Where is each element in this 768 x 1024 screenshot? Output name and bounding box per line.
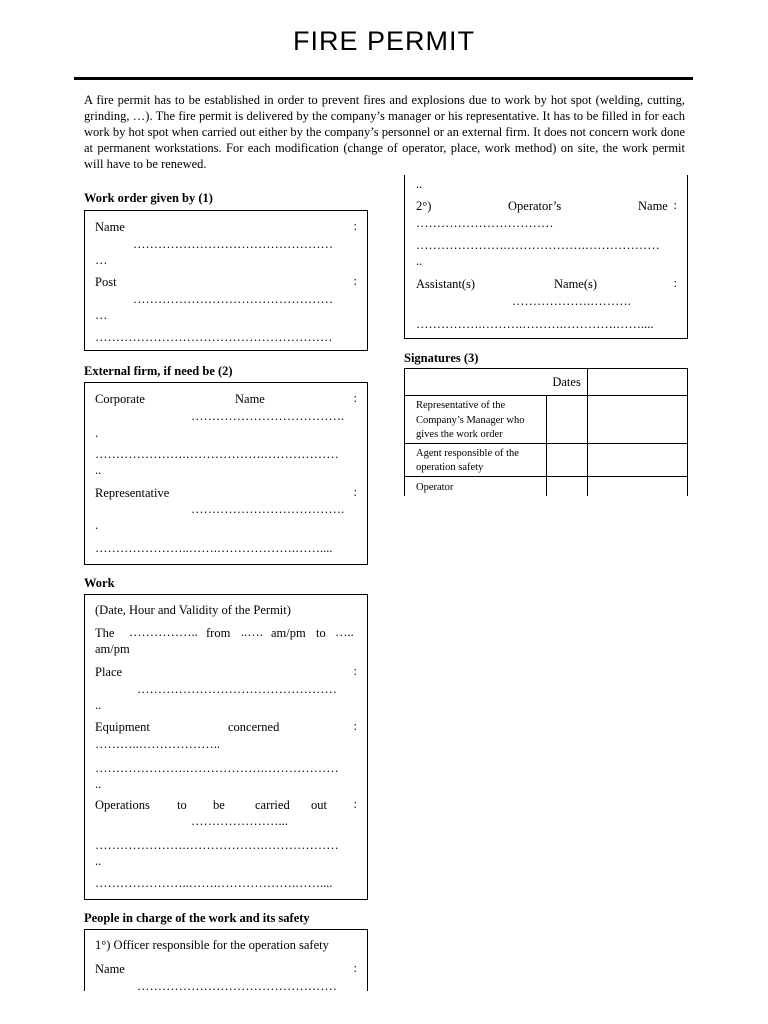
operator-label: Operator’s <box>508 199 562 213</box>
concerned-label: concerned <box>228 720 280 734</box>
place-label: Place <box>95 665 123 679</box>
representative-field[interactable]: ………………………………. <box>191 502 345 516</box>
officer-label: 1°) Officer responsible for the operation safety <box>95 938 329 952</box>
assistant-field-cont[interactable]: …………….……….……….………….…….... <box>416 317 654 331</box>
post-field[interactable]: ………………………………………… <box>133 292 333 306</box>
signature-cell[interactable] <box>587 443 687 476</box>
post-label: Post <box>95 275 117 289</box>
equipment-field[interactable]: ………..……………….. <box>95 737 220 751</box>
operator-number: 2°) <box>416 199 432 213</box>
external-firm-box <box>84 382 368 565</box>
assistant-names-label: Name(s) <box>554 277 598 291</box>
continued-field[interactable]: .. <box>416 177 423 191</box>
colon: : <box>353 961 357 975</box>
equipment-field-end[interactable]: .. <box>95 777 102 791</box>
name-label: Name <box>95 220 125 234</box>
header-blank <box>405 369 547 396</box>
external-firm-heading: External firm, if need be (2) <box>84 364 233 378</box>
people-box <box>84 929 368 991</box>
signatures-heading: Signatures (3) <box>404 351 479 365</box>
place-field[interactable]: ………………………………………… <box>137 682 337 696</box>
equipment-label: Equipment <box>95 720 150 734</box>
colon: : <box>353 219 357 233</box>
header-blank-2 <box>587 369 687 396</box>
colon: : <box>353 391 357 405</box>
colon: : <box>353 485 357 499</box>
colon: : <box>353 274 357 288</box>
representative-field-cont[interactable]: . <box>95 518 99 532</box>
equipment-field-cont[interactable]: ………………….……………….……………… <box>95 761 339 775</box>
work-order-box <box>84 210 368 351</box>
work-heading: Work <box>84 576 115 590</box>
signature-cell[interactable] <box>587 396 687 444</box>
post-field-cont[interactable]: … <box>95 308 108 322</box>
operations-field[interactable]: …………………... <box>191 814 288 828</box>
name-label: Name <box>235 392 265 406</box>
operations-field-end[interactable]: …………………..…….……………….…….... <box>95 876 333 890</box>
operator-name-field-cont[interactable]: ………………….……………….……………… <box>416 238 660 252</box>
ops-to-label: to <box>177 798 187 812</box>
extra-field[interactable]: ………………………………………………… <box>95 330 333 344</box>
from-label: from <box>206 626 231 640</box>
corporate-extra-field[interactable]: ………………….……………….……………… <box>95 447 339 461</box>
colon: : <box>673 276 677 290</box>
signatory-label: Operator <box>405 476 547 496</box>
to-label: to <box>316 626 326 640</box>
colon: : <box>353 664 357 678</box>
intro-paragraph: A fire permit has to be established in order to prevent fires and explosions due to work by hot spot (welding, cutting, grinding, …). The fire permit is delivered by the company’s manager or his representative. It has to be filled in for each work by hot spot when carried out either by the company’s personnel or an external firm. It does not concern work done at permanent workstations. For each modification (change of operator, place, work method) on site, the work permit will have to be renewed. <box>84 93 685 171</box>
signatures-table-wrap <box>404 368 688 496</box>
name-field[interactable]: ………………………………………… <box>133 237 333 251</box>
name-field-cont[interactable]: … <box>95 253 108 267</box>
date-validity-label: (Date, Hour and Validity of the Permit) <box>95 603 291 617</box>
operations-field-cont[interactable]: ………………….……………….……………… <box>95 838 339 852</box>
dates-header: Dates <box>547 369 587 396</box>
assistant-label: Assistant(s) <box>416 277 476 291</box>
work-order-heading: Work order given by (1) <box>84 191 213 205</box>
ops-be-label: be <box>213 798 225 812</box>
assistant-field[interactable]: ……………….………. <box>512 294 631 308</box>
people-heading: People in charge of the work and its safety <box>84 911 310 925</box>
work-box <box>84 594 368 900</box>
corporate-label: Corporate <box>95 392 145 406</box>
colon: : <box>673 198 677 212</box>
from-field[interactable]: ..…. <box>241 625 263 639</box>
operator-name-field-end[interactable]: .. <box>416 254 423 268</box>
corporate-name-field[interactable]: ………………………………. <box>191 409 345 423</box>
operator-box <box>404 175 688 339</box>
date-cell[interactable] <box>547 396 587 444</box>
the-label: The <box>95 626 115 640</box>
ops-out-label: out <box>311 798 327 812</box>
signature-cell[interactable] <box>587 476 687 496</box>
operations-field-cont2[interactable]: .. <box>95 854 102 868</box>
title-divider <box>74 77 693 80</box>
signatory-label: Representative of the Company’s Manager who gives the work order <box>405 396 547 444</box>
colon: : <box>353 797 357 811</box>
date-cell[interactable] <box>547 443 587 476</box>
officer-name-field[interactable]: ………………………………………… <box>137 979 337 993</box>
representative-extra-field[interactable]: …………………..…….……………….…….... <box>95 541 333 555</box>
ampm-label-2: am/pm <box>95 642 130 656</box>
name-label: Name <box>638 199 668 213</box>
ampm-label: am/pm <box>271 626 306 640</box>
ops-carried-label: carried <box>255 798 290 812</box>
page-title: FIRE PERMIT <box>292 26 475 56</box>
operations-label: Operations <box>95 798 150 812</box>
signatures-table <box>404 368 688 496</box>
to-field[interactable]: ….. <box>335 625 354 639</box>
date-cell[interactable] <box>547 476 587 496</box>
signatory-label: Agent responsible of the operation safety <box>405 443 547 476</box>
corporate-name-field-cont[interactable]: . <box>95 426 99 440</box>
representative-label: Representative <box>95 486 170 500</box>
operator-name-field[interactable]: …………………………… <box>416 216 554 230</box>
date-field[interactable]: …………….. <box>129 625 198 639</box>
corporate-extra-field-cont[interactable]: .. <box>95 463 102 477</box>
place-field-cont[interactable]: .. <box>95 698 102 712</box>
colon: : <box>353 719 357 733</box>
name-label: Name <box>95 962 125 976</box>
